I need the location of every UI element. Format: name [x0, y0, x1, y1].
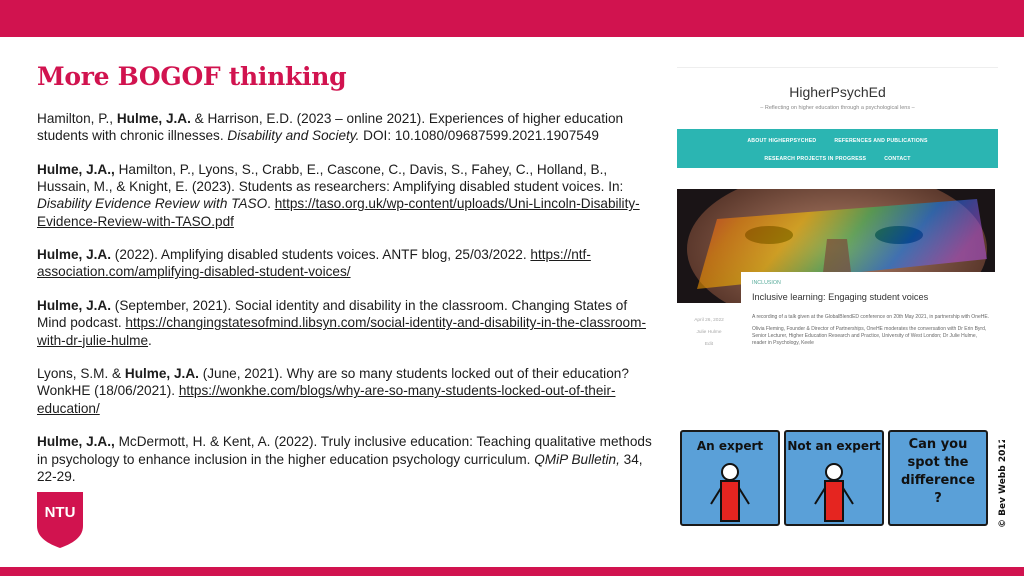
nav-item-about[interactable]: ABOUT HIGHERPSYCHED — [747, 138, 817, 144]
cartoon-panel-not-expert — [784, 430, 884, 526]
blog-tagline: – Reflecting on higher education through a psychological lens – — [760, 105, 915, 111]
logo-text: NTU — [44, 504, 76, 521]
post-edit[interactable]: Edit — [704, 342, 714, 347]
reference-item: Hulme, J.A., McDermott, H. & Kent, A. (2022). Truly inclusive education: Teaching qualitative methods in psychology to enhance inclusion in the higher education psychology curriculum. QMiP Bulletin, 34, 22-29. — [37, 434, 652, 484]
ntu-logo — [37, 492, 83, 548]
post-paragraph: A recording of a talk given at the GlobalBlendED conference on 20th May 2021, in partnership with OneHE. — [752, 314, 990, 320]
blog-screenshot — [677, 67, 998, 375]
top-brand-bar — [0, 0, 1024, 37]
svg-text:© Bev Webb 2012: © Bev Webb 2012 — [998, 440, 1008, 528]
bottom-brand-bar — [0, 567, 1024, 576]
cartoon-panel-question — [888, 430, 988, 526]
reference-link[interactable]: https://taso.org.uk/wp-content/uploads/Uni-Lincoln-Disability-Evidence-Review-with-TASO.pdf — [37, 196, 640, 229]
person-figure-icon — [786, 432, 882, 524]
post-date: April 26, 2022 — [694, 318, 724, 323]
reference-link[interactable]: https://changingstatesofmind.libsyn.com/social-identity-and-disability-in-the-classroom-with-dr-julie-hulme — [37, 315, 646, 348]
post-category[interactable]: INCLUSION — [752, 280, 781, 286]
reference-item: Hulme, J.A., Hamilton, P., Lyons, S., Crabb, E., Cascone, C., Davis, S., Fahey, C., Holland, B., Hussain, M., & Knight, E. (2023). Students as researchers: Amplifying disabled student voices. In: Disability Evidence Review with TASO. https://taso.org.uk/wp-content/uploads/Uni-Lincoln-Disability-Evidence-Review-with-TASO.pdf — [37, 161, 640, 229]
copyright-text — [994, 440, 1008, 530]
post-paragraph: Olivia Fleming, Founder & Director of Partnerships, OneHE moderates the conversation with Dr Erin Byrd, Senior Lecturer, Higher Education Research and Practice, University of West London; Dr Julie Hulme, reader in Psychology, Keele — [752, 326, 987, 346]
panel-caption: An expert — [696, 439, 764, 453]
post-title[interactable]: Inclusive learning: Engaging student voices — [752, 292, 929, 302]
panel-caption: Can you spot the difference ? — [900, 437, 976, 506]
blog-title: HigherPsychEd — [789, 84, 886, 100]
reference-list — [37, 110, 659, 501]
nav-item-research[interactable]: RESEARCH PROJECTS IN PROGRESS — [764, 156, 867, 162]
reference-item: Hulme, J.A. (2022). Amplifying disabled students voices. ANTF blog, 25/03/2022. https://ntf-association.com/amplifying-disabled-student-voices/ — [37, 247, 591, 280]
person-figure-icon — [682, 432, 778, 524]
slide-title: More BOGOF thinking — [37, 62, 347, 91]
expert-cartoon — [677, 430, 1009, 526]
blog-nav-bar — [677, 129, 998, 168]
post-card-bg — [741, 272, 995, 310]
reference-item: Hulme, J.A. (September, 2021). Social identity and disability in the classroom. Changing States of Mind podcast. https://changingstatesofmind.libsyn.com/social-identity-and-disability-in-the-classroom-with-dr-julie-hulme. — [37, 298, 646, 348]
copyright-vertical — [994, 440, 1008, 530]
nav-item-references[interactable]: REFERENCES AND PUBLICATIONS — [834, 138, 928, 144]
post-author[interactable]: Julie Hulme — [696, 330, 722, 335]
reference-item: Hamilton, P., Hulme, J.A. & Harrison, E.D. (2023 – online 2021). Experiences of higher education students with chronic illnesses. Disability and Society. DOI: 10.1080/09687599.2021.1907549 — [37, 111, 624, 144]
panel-caption: Not an expert — [787, 439, 881, 453]
post-excerpt — [752, 314, 992, 371]
reference-link[interactable]: https://ntf-association.com/amplifying-disabled-student-voices/ — [37, 247, 591, 280]
reference-link[interactable]: https://wonkhe.com/blogs/why-are-so-many-students-locked-out-of-their-education/ — [37, 383, 616, 416]
cartoon-panel-expert — [680, 430, 780, 526]
nav-item-contact[interactable]: CONTACT — [884, 156, 911, 162]
reference-item: Lyons, S.M. & Hulme, J.A. (June, 2021). Why are so many students locked out of their education? WonkHE (18/06/2021). https://wonkhe.com/blogs/why-are-so-many-students-locked-out-of-their-education/ — [37, 366, 629, 416]
post-meta — [677, 315, 741, 351]
